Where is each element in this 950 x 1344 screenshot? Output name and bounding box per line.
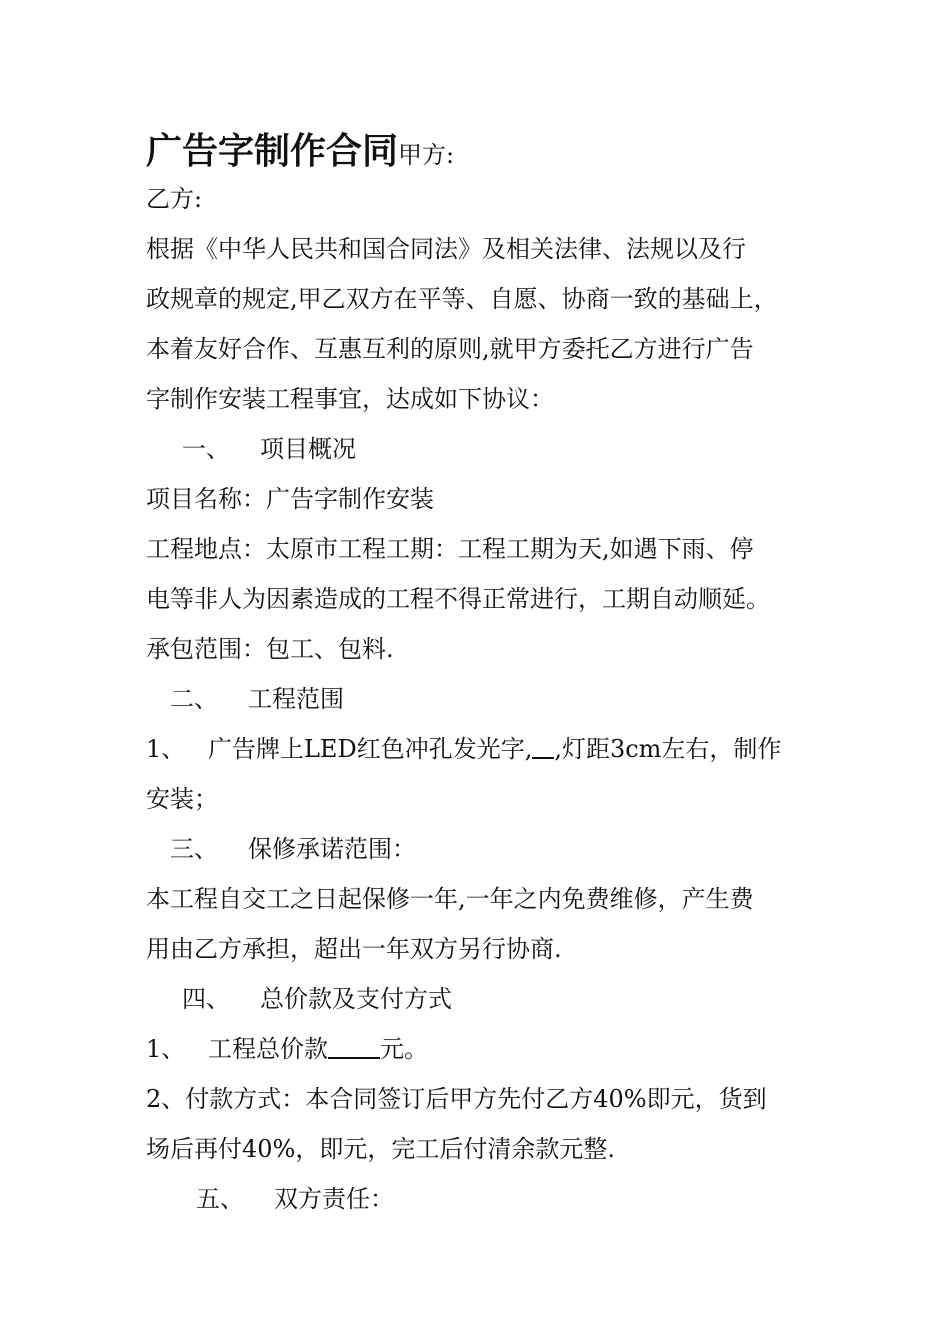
scope-item-1-number: 1、: [146, 735, 186, 763]
intro-line-3: 本着友好合作、互惠互利的原则,就甲方委托乙方进行广告: [146, 335, 754, 363]
section-5-title: 双方责任：: [274, 1185, 394, 1213]
scope-item-1-continued: 安装；: [146, 785, 218, 813]
intro-line-4: 字制作安装工程事宜，达成如下协议：: [146, 385, 554, 413]
section-1-heading: [182, 434, 356, 464]
section-1-number: 一、: [182, 435, 230, 463]
project-name-line: 项目名称：广告字制作安装: [146, 485, 434, 513]
payment-item-1-number: 1、: [146, 1035, 186, 1063]
payment-item-2-line-1: 2、付款方式：本合同签订后甲方先付乙方40%即元，货到: [146, 1085, 767, 1113]
project-location-line: 工程地点：太原市工程工期：工程工期为天,如遇下雨、停: [146, 535, 754, 563]
payment-item-2-line-2: 场后再付40%，即元，完工后付清余款元整.: [146, 1135, 615, 1163]
section-3-heading: [170, 834, 416, 864]
warranty-line-2: 用由乙方承担，超出一年双方另行协商.: [146, 935, 562, 963]
section-4-number: 四、: [182, 985, 230, 1013]
payment-item-1-text-b: 元。: [380, 1035, 428, 1063]
payment-item-1-text-a: 工程总价款: [208, 1035, 328, 1063]
section-2-title: 工程范围: [248, 685, 344, 713]
payment-total-blank: [328, 1035, 380, 1059]
section-2-number: 二、: [170, 685, 218, 713]
scope-item-1-text-a: 广告牌上LED红色冲孔发光字,: [208, 735, 533, 763]
section-3-title: 保修承诺范围：: [248, 835, 416, 863]
intro-line-2: 政规章的规定,甲乙双方在平等、自愿、协商一致的基础上，: [146, 285, 778, 313]
section-5-number: 五、: [196, 1185, 244, 1213]
party-b-label: 乙方:: [146, 185, 203, 213]
section-3-number: 三、: [170, 835, 218, 863]
section-2-heading: [170, 684, 344, 714]
party-a-label: 甲方:: [398, 141, 455, 169]
intro-line-1: 根据《中华人民共和国合同法》及相关法律、法规以及行: [146, 235, 746, 263]
scope-item-1-text-b: ,灯距3cm左右，制作: [554, 735, 782, 763]
section-1-title: 项目概况: [260, 435, 356, 463]
section-4-title: 总价款及支付方式: [260, 985, 452, 1013]
scope-item-1-blank: [532, 735, 554, 759]
payment-item-1: [146, 1034, 428, 1064]
project-location-line-2: 电等非人为因素造成的工程不得正常进行，工期自动顺延。: [146, 585, 770, 613]
warranty-line-1: 本工程自交工之日起保修一年,一年之内免费维修，产生费: [146, 885, 754, 913]
contract-scope-line: 承包范围：包工、包料.: [146, 635, 394, 663]
document-title: 广告字制作合同: [146, 131, 399, 172]
scope-item-1: [146, 734, 781, 764]
section-4-heading: [182, 984, 452, 1014]
section-5-heading: [196, 1184, 394, 1214]
title-line: [146, 130, 454, 174]
